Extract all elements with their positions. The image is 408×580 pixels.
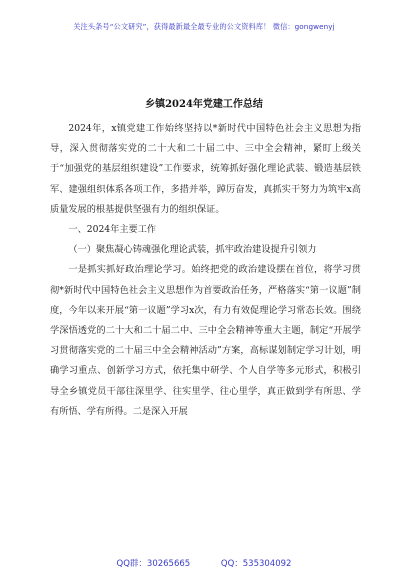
body-paragraph: 一是抓实抓好政治理论学习。始终把党的政治建设摆在首位，将学习贯彻*新时代中国特色社会主义思想作为首要政治任务，严格落实“第一议题”制度，今年以来开展“第一议题”学习x次，有力有效促理论学习常态长效。围绕学深悟透党的二十大和二十届二中、三中全会精神等重大主题，制定“开展学习贯彻落实党的二十届三中全会精神活动”方案，高标谋划制定学习计划，明确学习重点、创新学习方式，依托集中研学、个人自学等多元形式，积极引导全乡镇党员干部往深里学、往实里学、往心里学，真正做到学有所思、学有所悟、学有所得。二是深入开展 bbox=[50, 264, 361, 417]
document-body bbox=[50, 119, 361, 422]
footer-banner bbox=[0, 557, 408, 569]
body-paragraph: 2024年，x镇党建工作始终坚持以*新时代中国特色社会主义思想为指导，深入贯彻落实党的二十大和二十届二中、三中全会精神，紧盯上级关于“加强党的基层组织建设”工作要求，统筹抓好强化理论武装、锻造基层铁军、建强组织体系各项工作，多措并举，踔厉奋发，真抓实干努力为筑牢x高质量发展的根基提供坚强有力的组织保证。 bbox=[50, 123, 361, 215]
subsection-heading: （一）聚焦凝心铸魂强化理论武装，抓牢政治建设提升引领力 bbox=[68, 244, 317, 256]
section-heading: 一、2024年主要工作 bbox=[68, 224, 157, 236]
footer-qq-contact: QQ：535304092 bbox=[220, 559, 292, 569]
page-title: 乡镇2024年党建工作总结 bbox=[145, 99, 263, 110]
footer-qq-group: QQ群：30265665 bbox=[116, 559, 191, 569]
header-banner: 关注头条号“公文研究”，获得最新最全最专业的公文资料库！ 微信：gongwenyj bbox=[73, 22, 335, 31]
